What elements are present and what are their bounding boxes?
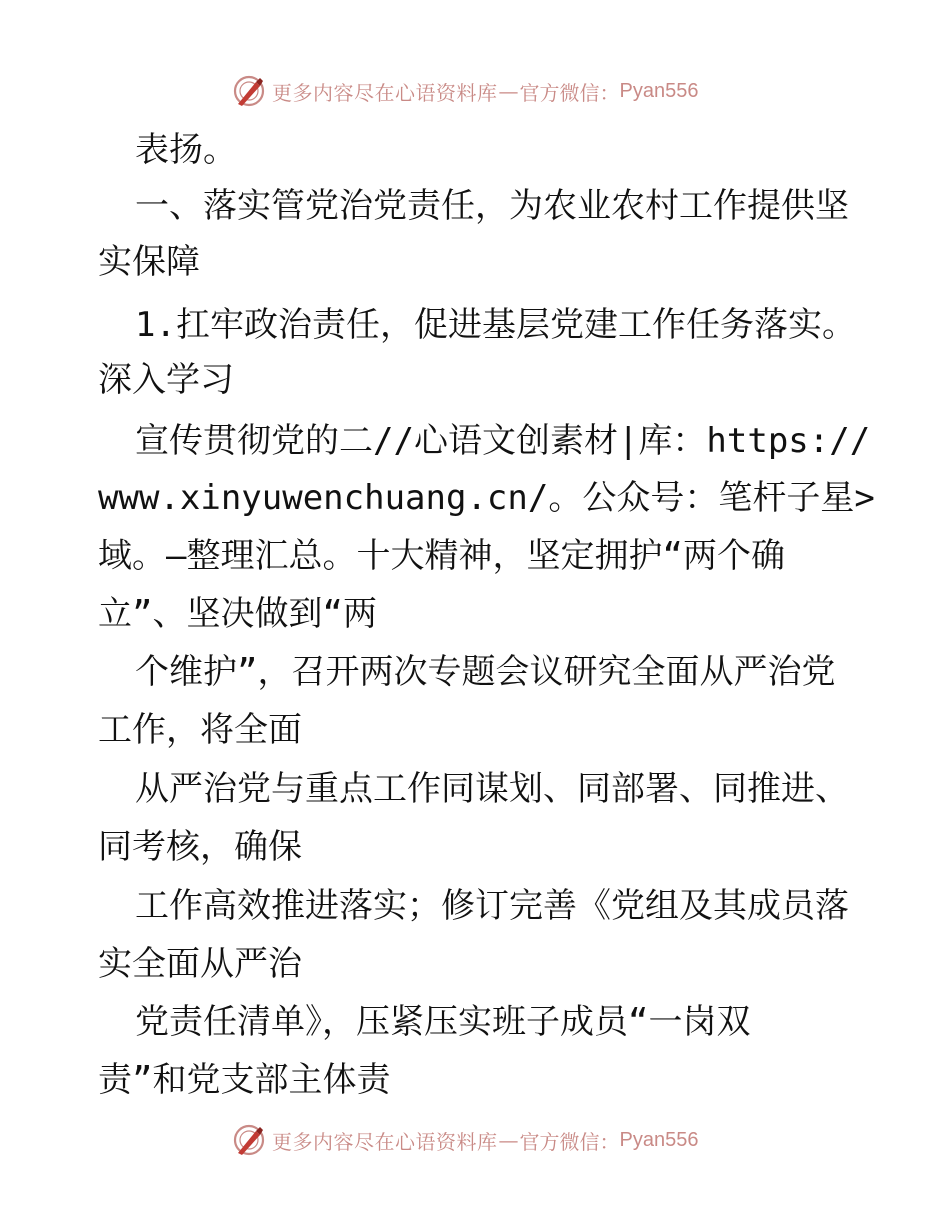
header-banner-label: 官方微信： bbox=[519, 80, 620, 105]
body-line: 同考核，确保 bbox=[98, 827, 302, 867]
body-line: 实全面从严治 bbox=[98, 944, 302, 984]
body-line: 个维护”，召开两次专题会议研究全面从严治党 bbox=[135, 652, 836, 692]
pen-logo-icon bbox=[232, 1123, 266, 1157]
footer-banner-wechat-id: Pyan556 bbox=[619, 1128, 699, 1151]
body-line: 工作高效推进落实；修订完善《党组及其成员落 bbox=[135, 886, 849, 926]
body-line: 表扬。 bbox=[135, 130, 237, 170]
body-line: 工作，将全面 bbox=[98, 710, 302, 750]
body-line: 党责任清单》，压紧压实班子成员“一岗双 bbox=[135, 1002, 751, 1042]
body-line: www.xinyuwenchuang.cn/。公众号：笔杆子星> bbox=[98, 478, 875, 518]
header-banner-text: 更多内容尽在心语资料库 bbox=[272, 80, 498, 105]
body-line: 一、落实管党治党责任，为农业农村工作提供坚 bbox=[135, 186, 849, 226]
body-line: 1.扛牢政治责任，促进基层党建工作任务落实。 bbox=[135, 305, 856, 345]
footer-banner-separator: — bbox=[498, 1128, 519, 1152]
footer-banner-text: 更多内容尽在心语资料库 bbox=[272, 1129, 498, 1154]
footer-watermark-banner bbox=[232, 1120, 698, 1160]
body-line: 宣传贯彻党的二//心语文创素材|库：https:// bbox=[135, 421, 871, 461]
body-line: 实保障 bbox=[98, 242, 200, 282]
body-line: 域。—整理汇总。十大精神，坚定拥护“两个确 bbox=[98, 536, 785, 576]
pen-logo-icon bbox=[232, 74, 266, 108]
body-line: 深入学习 bbox=[98, 360, 234, 400]
body-line: 从严治党与重点工作同谋划、同部署、同推进、 bbox=[135, 769, 849, 809]
header-banner-wechat-id: Pyan556 bbox=[619, 79, 699, 102]
header-banner-separator: — bbox=[498, 79, 519, 103]
body-line: 责”和党支部主体责 bbox=[98, 1060, 391, 1100]
footer-banner-label: 官方微信： bbox=[519, 1129, 620, 1154]
body-line: 立”、坚决做到“两 bbox=[98, 594, 377, 634]
header-watermark-banner bbox=[232, 71, 698, 111]
